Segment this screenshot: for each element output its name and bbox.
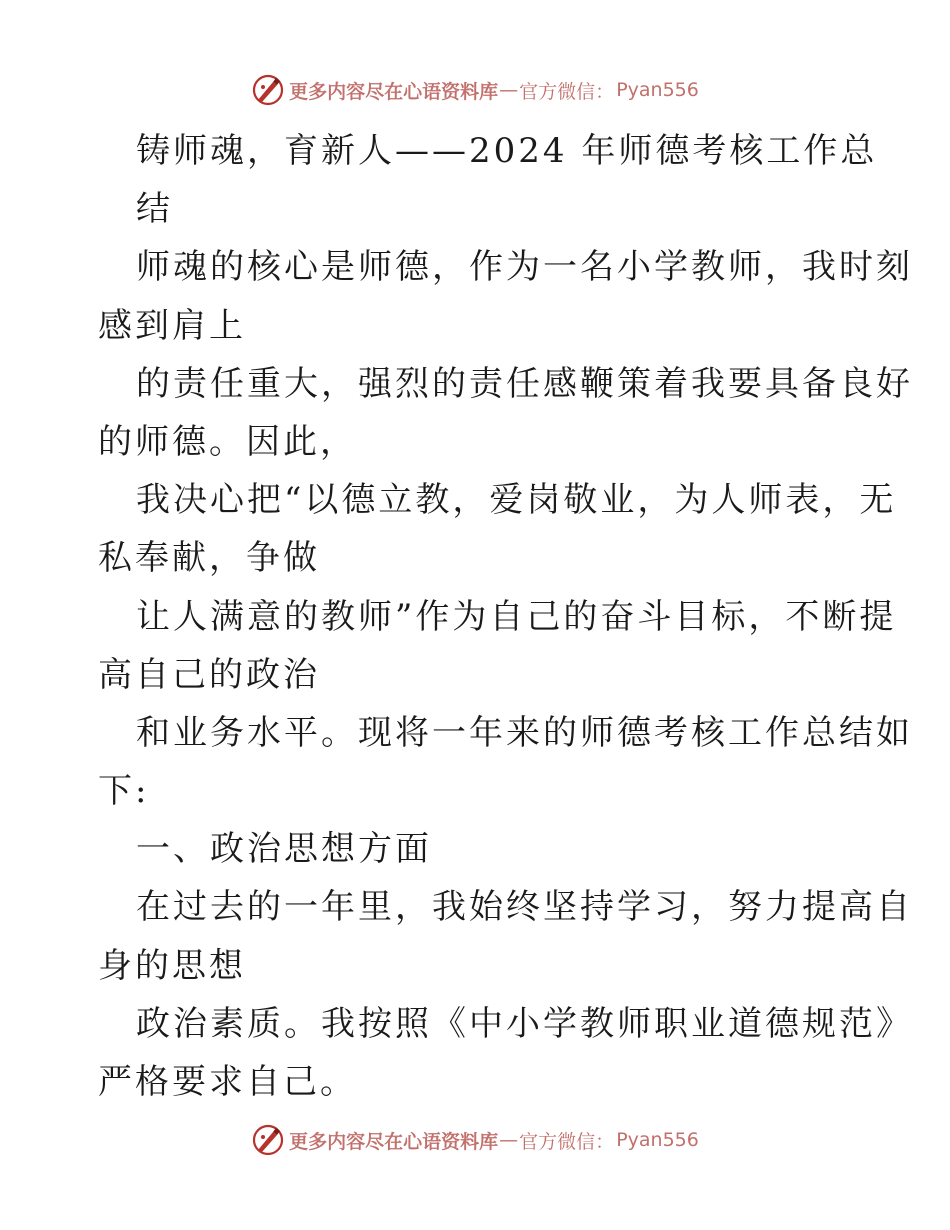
text-line: 私奉献，争做 xyxy=(98,538,320,579)
text-line: 的师德。因此， xyxy=(98,421,357,462)
text-line: 结 xyxy=(136,189,173,230)
text-line: 师魂的核心是师德，作为一名小学教师，我时刻 xyxy=(136,247,913,288)
text-line: 严格要求自己。 xyxy=(98,1062,357,1102)
watermark-wechat-label: 官方微信： xyxy=(519,80,615,103)
text-line: 下: xyxy=(98,771,150,812)
text-line: 一、政治思想方面 xyxy=(136,829,432,870)
text-line: 让人满意的教师”作为自己的奋斗目标，不断提 xyxy=(136,596,897,637)
watermark-dash: — xyxy=(499,1129,519,1151)
watermark-dash: — xyxy=(499,79,519,101)
watermark-footer xyxy=(0,1120,950,1160)
text-line: 政治素质。我按照《中小学教师职业道德规范》 xyxy=(136,1003,913,1044)
text-line: 的责任重大，强烈的责任感鞭策着我要具备良好 xyxy=(136,363,913,404)
text-line: 在过去的一年里，我始终坚持学习，努力提高自 xyxy=(136,887,913,928)
pen-circle-logo-icon xyxy=(251,73,285,107)
watermark-wechat-label: 官方微信： xyxy=(519,1130,615,1153)
watermark-wechat-id: Pyan556 xyxy=(616,1129,699,1151)
text-line: 身的思想 xyxy=(98,945,246,986)
text-line: 感到肩上 xyxy=(98,305,246,346)
watermark-main-text: 更多内容尽在心语资料库 xyxy=(289,80,499,103)
text-line: 铸师魂，育新人——2024 年师德考核工作总 xyxy=(136,131,878,171)
text-line: 高自己的政治 xyxy=(98,654,320,695)
document-body xyxy=(98,122,913,1111)
pen-circle-logo-icon xyxy=(251,1123,285,1157)
watermark-header xyxy=(0,70,950,110)
text-line: 我决心把“以德立教，爱岗敬业，为人师表，无 xyxy=(136,480,897,521)
watermark-main-text: 更多内容尽在心语资料库 xyxy=(289,1130,499,1153)
text-line: 和业务水平。现将一年来的师德考核工作总结如 xyxy=(136,712,913,753)
watermark-wechat-id: Pyan556 xyxy=(616,79,699,101)
